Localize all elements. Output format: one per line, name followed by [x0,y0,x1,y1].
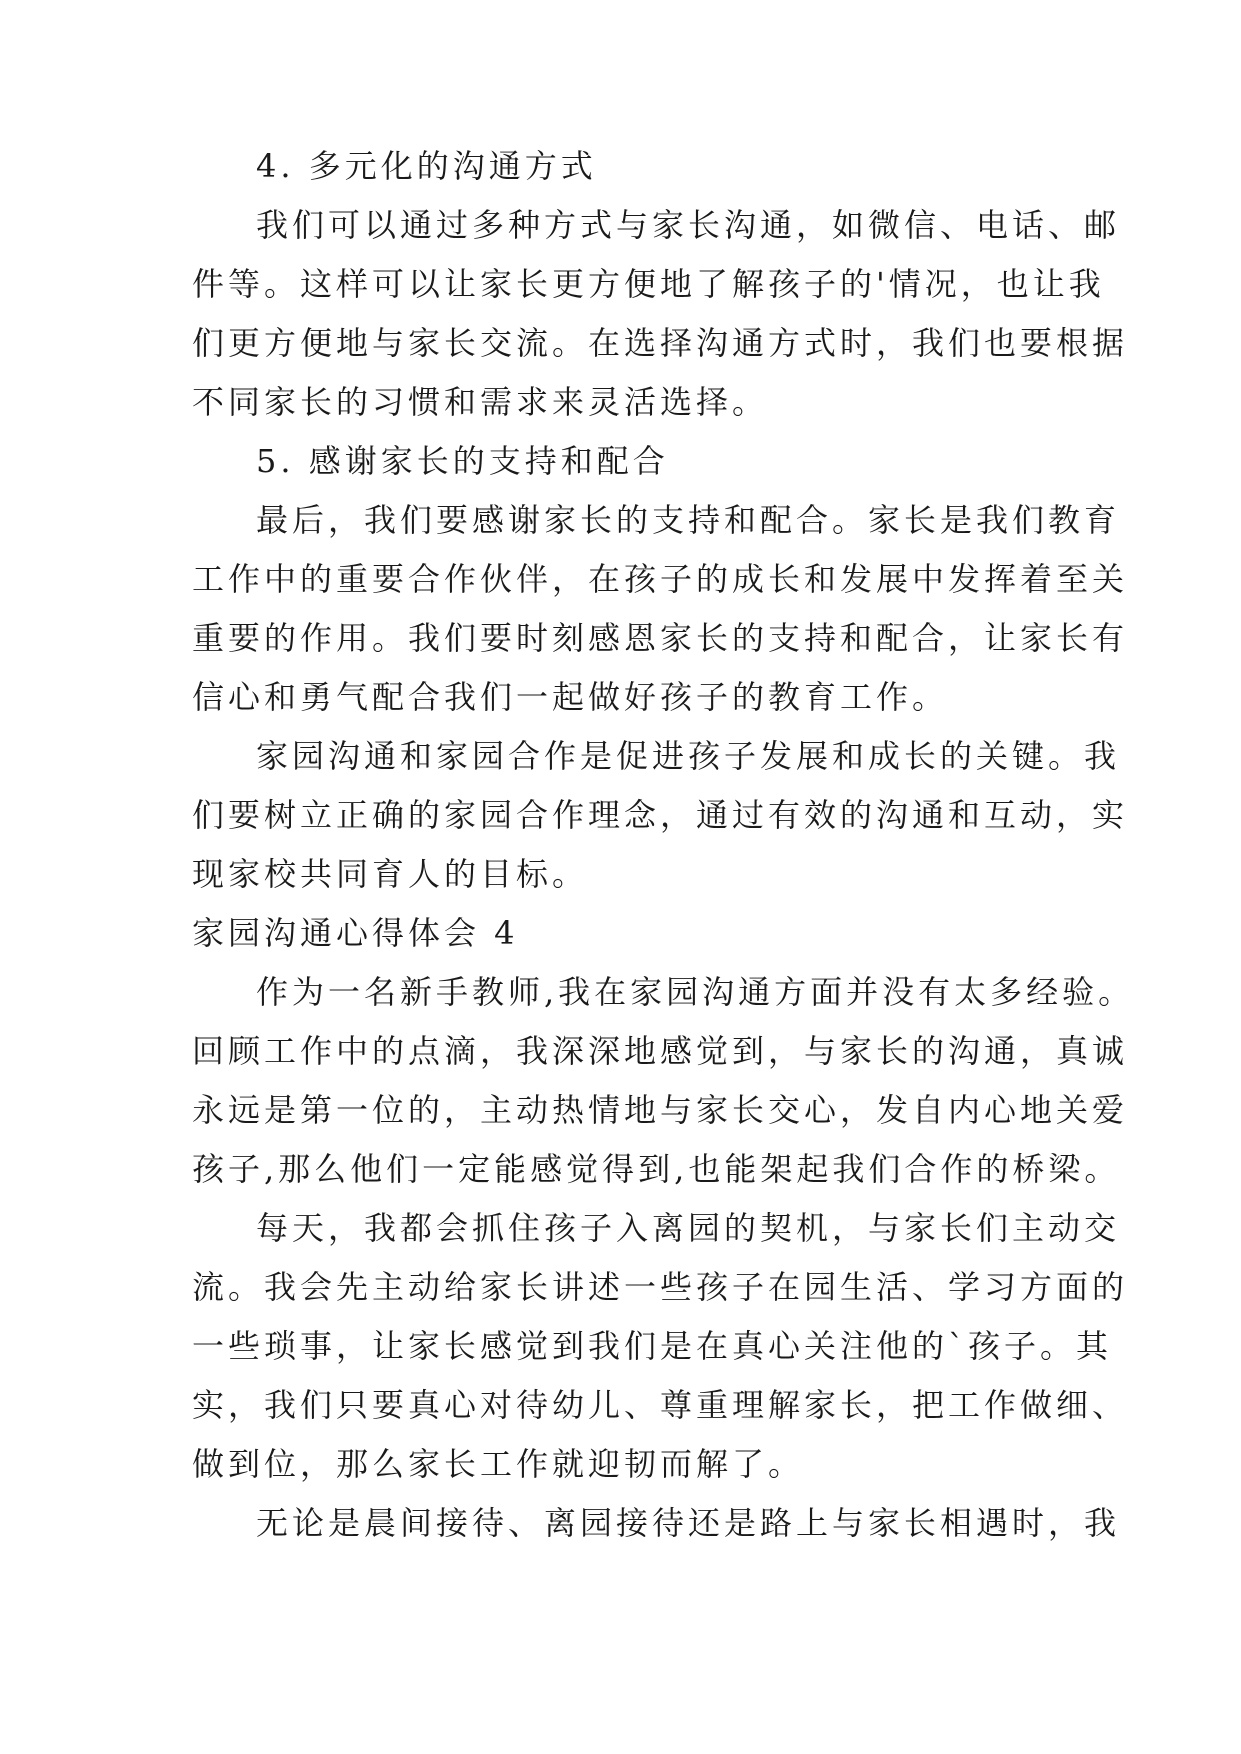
paragraph-line: 一些琐事，让家长感觉到我们是在真心关注他的`孩子。其 [192,1327,1113,1365]
paragraph-line: 件等。这样可以让家长更方便地了解孩子的'情况，也让我 [192,265,1105,303]
paragraph-line: 不同家长的习惯和需求来灵活选择。 [192,383,769,421]
section-heading [192,432,1052,491]
paragraph-line: 永远是第一位的，主动热情地与家长交心，发自内心地关爱 [192,1091,1129,1129]
paragraph-line: 家园沟通和家园合作是促进孩子发展和成长的关键。我 [256,737,1121,775]
section-heading [192,137,1052,196]
paragraph-line: 做到位，那么家长工作就迎韧而解了。 [192,1445,805,1483]
section-heading-text: 5. 感谢家长的支持和配合 [256,442,669,480]
article-title-text: 家园沟通心得体会 4 [192,914,519,952]
paragraph-line: 们要树立正确的家园合作理念，通过有效的沟通和互动，实 [192,796,1129,834]
paragraph [192,1494,1121,1553]
paragraph [192,963,1135,1199]
paragraph-line: 流。我会先主动给家长讲述一些孩子在园生活、学习方面的 [192,1268,1129,1306]
paragraph-line: 工作中的重要合作伙伴，在孩子的成长和发展中发挥着至关 [192,560,1129,598]
article-title [192,904,1052,963]
paragraph-line: 每天，我都会抓住孩子入离园的契机，与家长们主动交 [256,1209,1121,1247]
paragraph-line: 我们可以通过多种方式与家长沟通，如微信、电话、邮 [256,206,1121,244]
paragraph-line: 实，我们只要真心对待幼儿、尊重理解家长，把工作做细、 [192,1386,1129,1424]
paragraph [192,1199,1129,1494]
paragraph-line: 无论是晨间接待、离园接待还是路上与家长相遇时，我 [256,1504,1121,1542]
paragraph-line: 孩子,那么他们一定能感觉得到,也能架起我们合作的桥梁。 [192,1150,1121,1188]
paragraph [192,196,1129,432]
paragraph-line: 作为一名新手教师,我在家园沟通方面并没有太多经验。 [256,973,1135,1011]
paragraph-line: 最后，我们要感谢家长的支持和配合。家长是我们教育 [256,501,1121,539]
paragraph-line: 重要的作用。我们要时刻感恩家长的支持和配合，让家长有 [192,619,1129,657]
paragraph-line: 现家校共同育人的目标。 [192,855,589,893]
paragraph [192,727,1129,904]
paragraph [192,491,1129,727]
section-heading-text: 4. 多元化的沟通方式 [256,147,597,185]
paragraph-line: 们更方便地与家长交流。在选择沟通方式时，我们也要根据 [192,324,1129,362]
paragraph-line: 回顾工作中的点滴，我深深地感觉到，与家长的沟通，真诚 [192,1032,1129,1070]
paragraph-line: 信心和勇气配合我们一起做好孩子的教育工作。 [192,678,949,716]
